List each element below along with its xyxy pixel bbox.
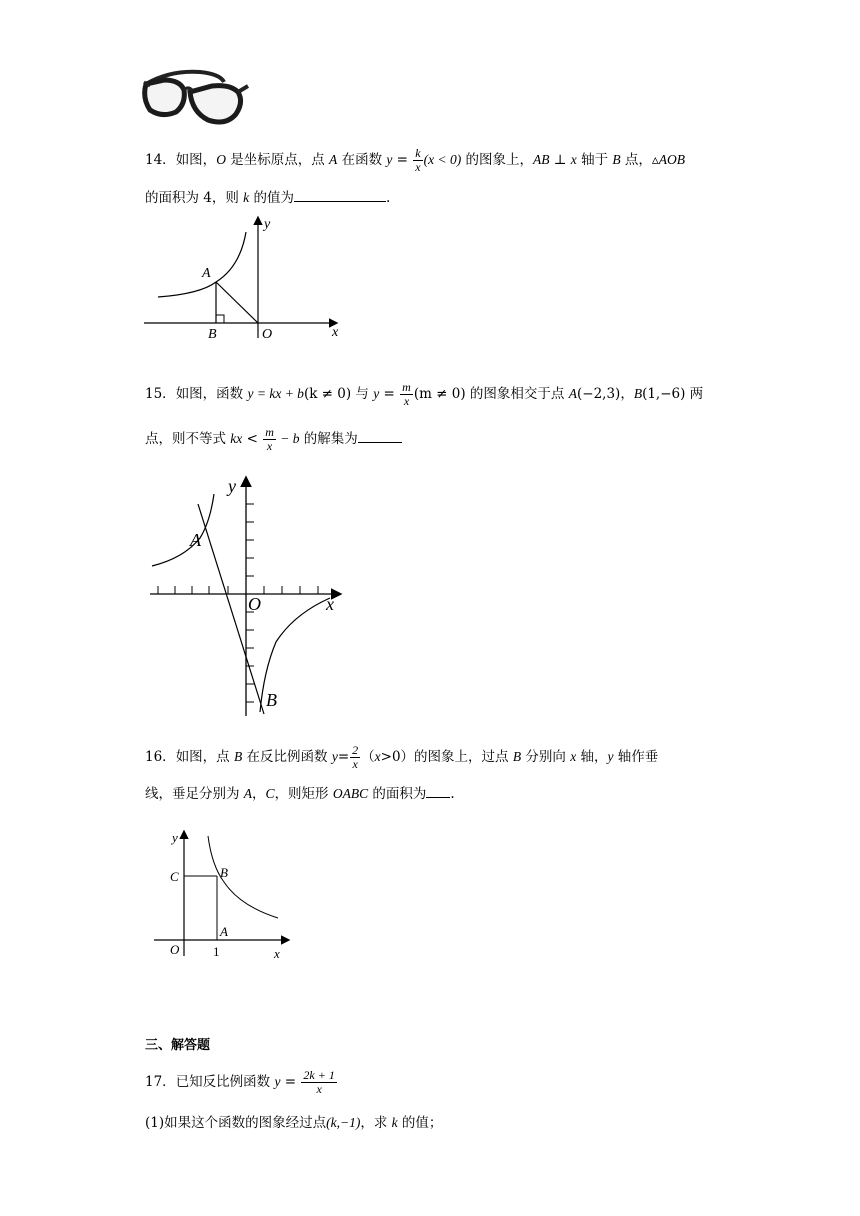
label-x: x	[326, 594, 334, 614]
label-y: y	[264, 217, 271, 232]
label-C: C	[170, 869, 179, 884]
label-x: x	[332, 325, 339, 340]
answer-blank[interactable]	[426, 785, 450, 798]
label-y: y	[228, 476, 236, 496]
section-title: 三、解答题	[145, 1038, 211, 1053]
question-16-line-2: 线，垂足分别为 A，C，则矩形 OABC 的面积为 .	[145, 786, 455, 802]
label-O: O	[170, 942, 180, 957]
fraction-k-over-x: $\frac{k}{x}$	[415, 146, 421, 174]
hyperbola-branch	[208, 836, 278, 918]
label-A: A	[220, 924, 228, 939]
label-O: O	[262, 327, 273, 342]
answer-blank[interactable]	[294, 189, 386, 202]
q15-figure	[144, 474, 344, 720]
q16-figure	[150, 826, 295, 966]
hyperbola-branch	[158, 232, 246, 297]
question-14-line-2: 的面积为 4，则 k 的值为 .	[145, 190, 391, 206]
fraction-2-over-x: $\frac{2}{x}$	[352, 743, 359, 771]
label-A: A	[202, 266, 211, 281]
fraction-2k1-over-x: $\frac{2k + 1}{x}$	[303, 1068, 335, 1096]
fraction-m-over-x-2: $\frac{m}{x}$	[265, 425, 274, 453]
question-15-line-2: 点，则不等式 kx < $\frac{m}{x}$ − b 的解集为	[145, 426, 402, 453]
answer-blank[interactable]	[358, 430, 402, 443]
q14-figure	[140, 212, 350, 342]
segment-AO	[216, 282, 258, 323]
question-17-line-1: 17．已知反比例函数 y = $\frac{2k + 1}{x}$	[145, 1068, 335, 1096]
label-A: A	[190, 530, 201, 550]
question-17-sub-1: (1)如果这个函数的图象经过点(k,−1)，求 k 的值；	[145, 1115, 443, 1131]
glasses-image	[140, 68, 252, 130]
label-x: x	[274, 946, 280, 961]
x-ticks	[158, 586, 318, 594]
label-O: O	[248, 594, 261, 614]
question-14-line-1: 14．如图，O 是坐标原点，点 A 在函数 y = $\frac{k}{x}$ (x < 0) 的图象上，AB ⊥ x 轴于 B 点，▵AOB	[145, 146, 685, 174]
label-B: B	[220, 865, 228, 880]
label-y: y	[172, 830, 178, 845]
hyperbola-branch-upper	[152, 494, 214, 566]
right-angle-mark	[216, 315, 224, 323]
question-16-line-1: 16．如图，点 B 在反比例函数 y= $\frac{2}{x}$ （x>0）的图象上，过点 B 分别向 x 轴，y 轴作垂	[145, 743, 659, 771]
fraction-m-over-x: $\frac{m}{x}$	[402, 380, 411, 408]
label-one: 1	[213, 944, 220, 959]
label-B: B	[208, 327, 217, 342]
question-15-line-1: 15．如图，函数 y = kx + b(k ≠ 0) 与 y = $\frac{m}{x}$ (m ≠ 0) 的图象相交于点 A(−2,3)，B(1,−6) 两	[145, 380, 704, 408]
label-B: B	[266, 690, 277, 710]
